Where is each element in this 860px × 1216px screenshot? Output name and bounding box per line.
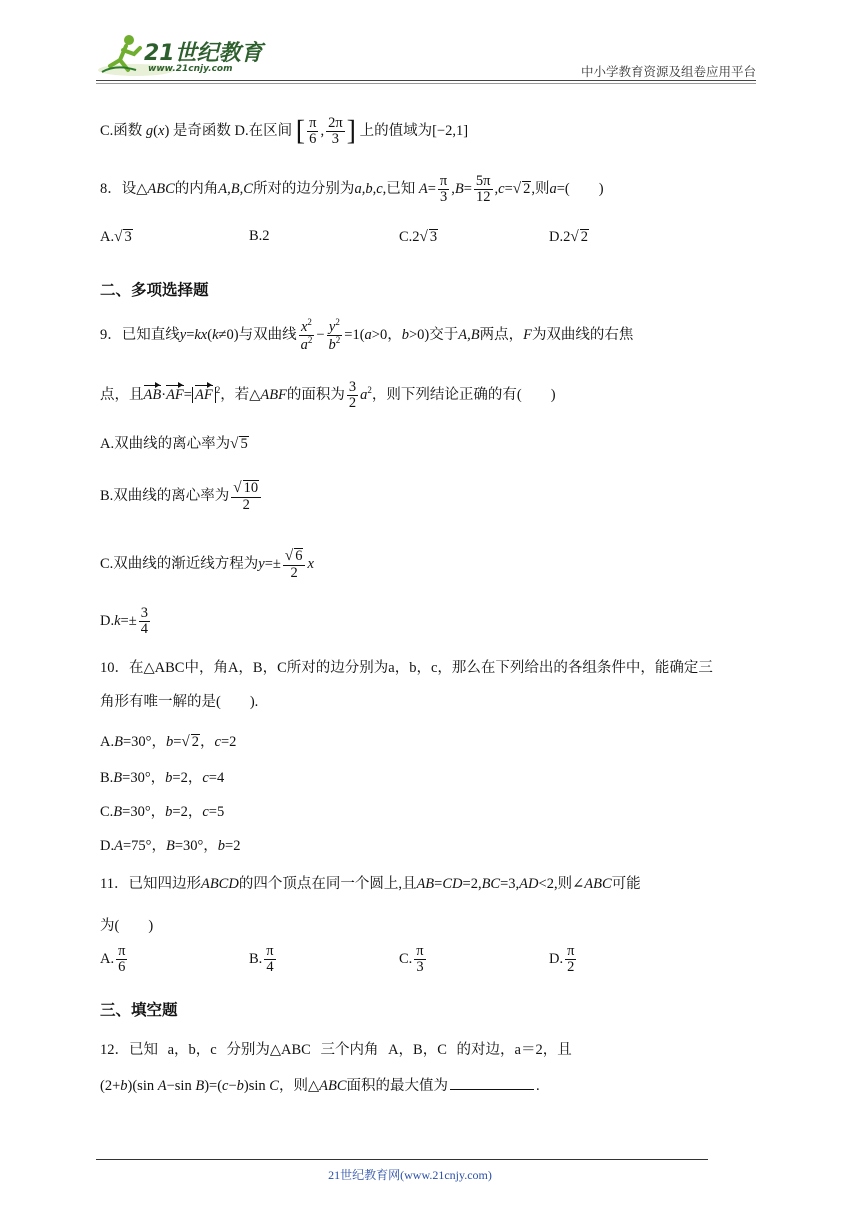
logo-title: 21世纪教育 bbox=[144, 41, 263, 66]
q12-stem-line1: 12．已知 a，b，c 分别为△ABC 三个内角 A，B，C 的对边，a＝2，且 bbox=[100, 1042, 572, 1058]
q9-option-d: D.k=± $\frac{3}{4}$ bbox=[100, 605, 148, 638]
q7c-prefix: C.函数 bbox=[100, 123, 143, 140]
q7d-suffix: 上的值域为 bbox=[359, 123, 433, 140]
q9-option-c: C.双曲线的渐近线方程为y=± $\frac{√ 6}{2}$ x bbox=[100, 547, 314, 581]
logo-url: www.21cnjy.com bbox=[148, 64, 233, 74]
footer-divider bbox=[96, 1159, 708, 1160]
q11-option-d: D. $\frac{\pi}{2}$ bbox=[549, 943, 575, 976]
q10-stem-line1: 10．在△ABC中，角A，B，C所对的边分别为a，b，c，那么在下列给出的各组条件中，能确定三 bbox=[100, 660, 713, 676]
q8-option-d: D.2√ 2 bbox=[549, 228, 588, 245]
q11-stem-line2: 为( ) bbox=[100, 918, 154, 934]
q10-option-b: B.B=30°，b=2，c=4 bbox=[100, 770, 225, 786]
q9-option-a: A.双曲线的离心率为√ 5 bbox=[100, 435, 248, 452]
q8-mid: 的内角 bbox=[174, 181, 219, 198]
q7d-prefix: D.在区间 bbox=[234, 123, 293, 140]
site-logo[interactable] bbox=[96, 30, 276, 82]
q8-option-b: B.2 bbox=[249, 228, 270, 244]
q10-option-d: D.A=75°，B=30°，b=2 bbox=[100, 838, 241, 854]
q10-option-a: A.B=30°，b=√ 2，c=2 bbox=[100, 733, 237, 750]
footer bbox=[0, 1166, 860, 1183]
header-platform-text: 中小学教育资源及组卷应用平台 bbox=[580, 64, 756, 79]
q8-option-a: A.√ 3 bbox=[100, 228, 132, 245]
q12-stem-line2: (2+b)(sin A−sin B)=(c−b)sin C，则△ABC面积的最大值为 . bbox=[100, 1078, 540, 1094]
q10-stem-line2: 角形有唯一解的是( ). bbox=[100, 694, 259, 710]
q11-option-c: C. $\frac{\pi}{3}$ bbox=[399, 943, 424, 976]
section-multiple-choice-title: 二、多项选择题 bbox=[100, 281, 209, 299]
section-fill-blank-title: 三、填空题 bbox=[100, 1001, 178, 1019]
q11-stem-line1: 11．已知四边形ABCD的四个顶点在同一个圆上,且AB=CD=2,BC=3,AD<2,则∠ABC可能 bbox=[100, 876, 641, 892]
q8-prefix: 8．设 bbox=[100, 181, 137, 198]
q9-stem-line1: 9．已知直线y=kx(k≠0)与双曲线 $\frac{x^2}{a^2}$ − $\frac{y^2}{b^2}$ =1(a>0，b>0)交于A,B两点，F为双曲线的右焦 bbox=[100, 317, 634, 353]
q8-option-c: C.2√ 3 bbox=[399, 228, 438, 245]
q8-paren: ( ) bbox=[564, 181, 604, 198]
q8-tail: ,则 bbox=[531, 181, 550, 198]
footer-link[interactable]: 21世纪教育网(www.21cnjy.com) bbox=[328, 1168, 492, 1182]
q10-option-c: C.B=30°，b=2，c=5 bbox=[100, 804, 225, 820]
header-divider-thin bbox=[96, 83, 756, 84]
q9-stem-line2: 点，且AB·AF= AF $^2$，若△ABF的面积为 $\frac{3}{2}$ $a^2$，则下列结论正确的有( ) bbox=[100, 379, 556, 412]
q8-mid3: ,已知 bbox=[382, 181, 416, 198]
q9-option-b: B.双曲线的离心率为 $\frac{√ 10}{2}$ bbox=[100, 480, 263, 513]
q7c-suffix: 是奇函数 bbox=[172, 123, 231, 140]
q7-option-cd: C.函数 g(x) 是奇函数 D.在区间 [ $\frac{\pi}{6}$ , $\frac{2\pi}{3}$ ] 上的值域为[−2,1] bbox=[100, 115, 469, 148]
q8-stem: 8．设△ABC的内角A,B,C所对的边分别为a,b,c,已知 A= $\frac{\pi}{3}$ ,B= $\frac{5\pi}{12}$ ,c=√ 2,则a=( ) bbox=[100, 173, 604, 206]
q8-mid2: 所对的边分别为 bbox=[252, 181, 355, 198]
q12-answer-blank[interactable] bbox=[450, 1089, 534, 1090]
q11-option-a: A. $\frac{\pi}{6}$ bbox=[100, 943, 126, 976]
q11-option-b: B. $\frac{\pi}{4}$ bbox=[249, 943, 274, 976]
header-divider bbox=[96, 80, 756, 81]
